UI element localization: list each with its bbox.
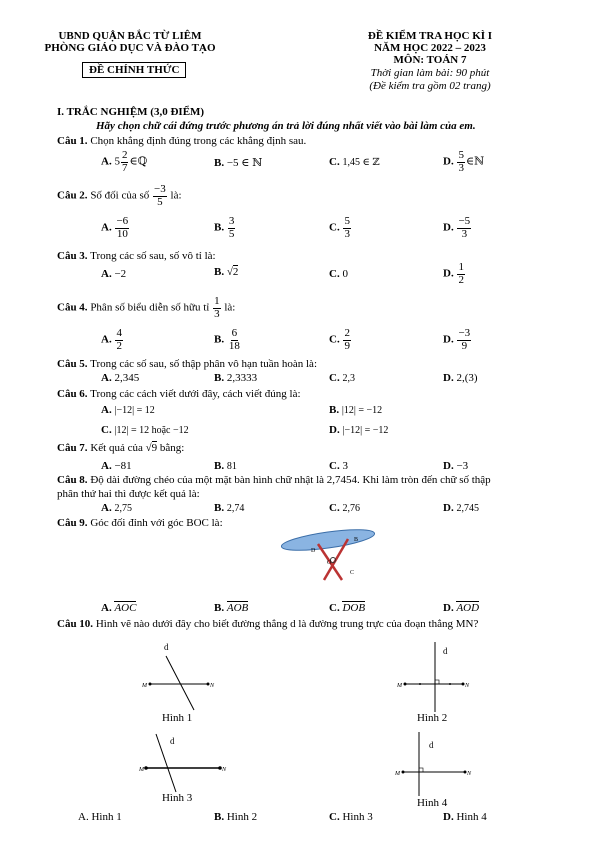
fig2-right-angle <box>435 680 439 684</box>
q3-option-a: A. −2 <box>101 268 127 280</box>
svg-text:M: M <box>397 683 402 689</box>
fig4-d-label: d <box>429 740 434 750</box>
figure-2 <box>395 640 475 715</box>
q10-option-c: C. Hình 3 <box>329 811 373 823</box>
q8-option-d: D. 2,745 <box>443 502 479 514</box>
q6-option-b: B. |12| = −12 <box>329 404 383 416</box>
q7-option-c: C. 3 <box>329 460 348 472</box>
figure-1 <box>140 640 220 715</box>
q6-option-a: A. |−12| = 12 <box>101 404 155 416</box>
q1-option-c: C. 1,45 ∈ ℤ <box>329 156 380 168</box>
fig1-point-m <box>149 683 152 686</box>
q5-option-a: A. 2,345 <box>101 372 140 384</box>
sqrt-sign: √ <box>145 442 152 454</box>
q10-stem: Câu 10. Hình vẽ nào dưới đây cho biết đường thẳng d là đường trung trực của đoạn thẳng MN? <box>57 618 479 630</box>
fig2-caption: Hình 2 <box>417 712 448 724</box>
q8-option-c: C. 2,76 <box>329 502 360 514</box>
q5-option-d: D. 2,(3) <box>443 372 478 384</box>
q9-option-b: B. AOB <box>214 602 249 614</box>
q2-option-b: B. $\frac{3}{5}$ <box>214 215 235 240</box>
q10-option-a: A. Hình 1 <box>78 811 122 823</box>
label-c: C <box>350 570 355 576</box>
svg-text:N: N <box>210 683 215 689</box>
q1-option-b: B. −5 ∈ ℕ <box>214 157 263 169</box>
q1-label: Câu 1. <box>57 135 88 147</box>
svg-text:N: N <box>467 771 472 777</box>
q4-stem: Câu 4. Phân số biểu diễn số hữu tỉ $\frac{1}{3}$ là: <box>57 295 236 320</box>
header-right-2: NĂM HỌC 2022 – 2023 <box>374 42 486 54</box>
svg-text:N: N <box>222 767 227 773</box>
official-badge: ĐỀ CHÍNH THỨC <box>82 62 186 78</box>
q6-option-d: D. |−12| = −12 <box>329 424 389 436</box>
header-right-5: (Đề kiểm tra gồm 02 trang) <box>369 80 491 92</box>
sqrt-sign: √ <box>226 266 233 278</box>
q3-stem: Câu 3. Trong các số sau, số vô tỉ là: <box>57 250 216 262</box>
header-right-3: MÔN: TOÁN 7 <box>393 54 467 66</box>
fig1-line-d <box>166 656 194 710</box>
svg-text:N: N <box>465 683 470 689</box>
q8-option-a: A. 2,75 <box>101 502 132 514</box>
label-o: O <box>327 560 332 566</box>
header-left-2: PHÒNG GIÁO DỤC VÀ ĐÀO TẠO <box>44 42 216 54</box>
svg-text:M: M <box>139 767 144 773</box>
q7-option-d: D. −3 <box>443 460 469 472</box>
label-b: B <box>354 537 359 543</box>
svg-text:M: M <box>142 683 147 689</box>
fig2-d-label: d <box>443 646 448 656</box>
fig1-caption: Hình 1 <box>162 712 193 724</box>
q4-option-d: D. $\frac{-3}{9}$ <box>443 327 471 352</box>
header-right-4: Thời gian làm bài: 90 phút <box>370 67 490 79</box>
q10-option-d: D. Hình 4 <box>443 811 487 823</box>
q6-option-c: C. |12| = 12 hoặc −12 <box>101 424 189 436</box>
q8-stem-2: phân thứ hai thì được kết quả là: <box>57 488 200 500</box>
q2-option-d: D. $\frac{-5}{3}$ <box>443 215 471 240</box>
header-left-1: UBND QUẬN BẮC TỪ LIÊM <box>58 30 202 42</box>
q5-stem: Câu 5. Trong các số sau, số thập phân vô hạn tuần hoàn là: <box>57 358 317 370</box>
q9-option-d: D. AOD <box>443 602 480 614</box>
q5-option-b: B. 2,3333 <box>214 372 258 384</box>
q7-option-b: B. 81 <box>214 460 237 472</box>
q1-stem <box>57 135 306 147</box>
q1-a-int: 5 <box>114 155 120 168</box>
fig3-caption: Hình 3 <box>162 792 193 804</box>
fig4-caption: Hình 4 <box>417 797 448 809</box>
fig4-right-angle <box>419 768 423 772</box>
q8-stem: Câu 8. Độ dài đường chéo của một mặt bàn hình chữ nhật là 2,7454. Khi làm tròn đến chữ số thập <box>57 474 491 486</box>
q3-option-c: C. 0 <box>329 268 348 280</box>
ironing-board-figure <box>280 522 380 587</box>
q5-option-c: C. 2,3 <box>329 372 355 384</box>
q9-stem: Câu 9. Góc đối đỉnh với góc BOC là: <box>57 517 223 529</box>
q3-option-b: B. √2 <box>214 266 239 278</box>
q3-option-d: D. $\frac{1}{2}$ <box>443 261 464 286</box>
q2-option-a: A. $\frac{-6}{10}$ <box>101 215 129 240</box>
header-right-1: ĐỀ KIỂM TRA HỌC KÌ I <box>367 30 493 42</box>
q7-stem: Câu 7. Kết quả của √9 bằng: <box>57 442 185 454</box>
fig3-d-label: d <box>170 736 175 746</box>
q4-option-a: A. $\frac{4}{2}$ <box>101 327 122 352</box>
q1-option-d: D. $\frac{5}{3}$ ∈ℕ <box>443 149 485 174</box>
q9-option-a: A. AOC <box>101 602 137 614</box>
q9-option-c: C. DOB <box>329 602 366 614</box>
q2-option-c: C. $\frac{5}{3}$ <box>329 215 350 240</box>
q8-option-b: B. 2,74 <box>214 502 245 514</box>
q4-option-b: B. $\frac{6}{18}$ <box>214 327 240 352</box>
label-d: D <box>311 548 316 554</box>
board-surface <box>280 526 375 555</box>
q2-stem: Câu 2. Số đối của số $\frac{-3}{5}$ là: <box>57 183 182 208</box>
fig1-d-label: d <box>164 642 169 652</box>
q1-option-a: A. 5 $\frac{2}{7}$ ∈ℚ <box>101 149 148 174</box>
section-instruction: Hãy chọn chữ cái đứng trước phương án trả lời đúng nhất viết vào bài làm của em. <box>96 120 476 132</box>
q1-text: Chọn khẳng định đúng trong các khẳng định sau. <box>87 135 307 147</box>
figure-4 <box>395 730 475 800</box>
q6-stem: Câu 6. Trong các cách viết dưới đây, cách viết đúng là: <box>57 388 301 400</box>
q4-option-c: C. $\frac{2}{9}$ <box>329 327 350 352</box>
figure-3 <box>140 730 230 795</box>
q7-option-a: A. −81 <box>101 460 132 472</box>
section-title: I. TRẮC NGHIỆM (3,0 ĐIỂM) <box>57 106 205 118</box>
svg-text:M: M <box>395 771 400 777</box>
q10-option-b: B. Hình 2 <box>214 811 258 823</box>
